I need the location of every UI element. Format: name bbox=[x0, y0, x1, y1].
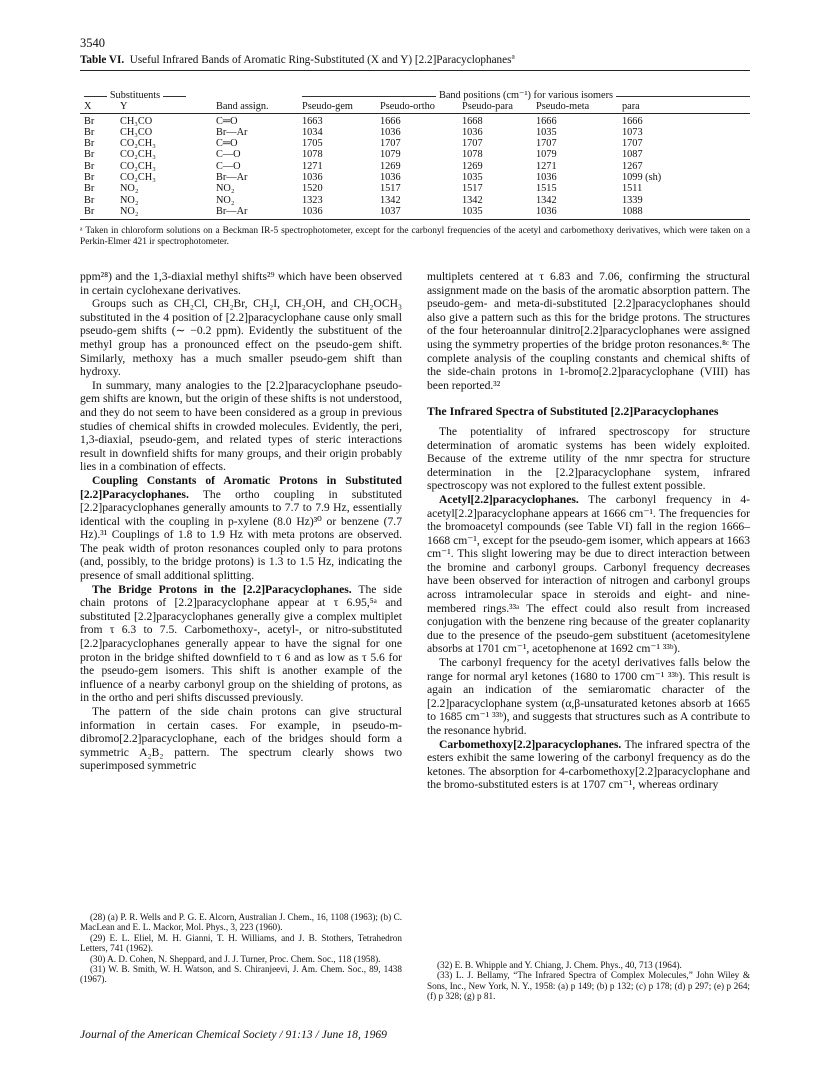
paragraph: The potentiality of infrared spectroscopy for structure determination of aromatic systems has been widely exploited. Because of the extreme utility of the nmr spectra for structure determination in the [2.2]paracyclophane system, infrared spectroscopy was not explored to the fullest extent possible. bbox=[427, 424, 750, 493]
col-header-pseudo-ortho: Pseudo-ortho bbox=[380, 101, 462, 113]
reference-item: (29) E. L. Eliel, M. H. Gianni, T. H. Williams, and J. B. Stothers, Tetrahedron Letters, 741 (1962). bbox=[80, 932, 402, 954]
table-footnote: ᵃ Taken in chloroform solutions on a Beckman IR-5 spectrophotometer, except for the carbonyl frequencies of the acetyl and carbomethoxy derivatives, which were taken on a Perkin-Elmer 421 ir spectrophotometer. bbox=[80, 226, 750, 247]
paragraph: In summary, many analogies to the [2.2]paracyclophane pseudo-gem shifts are known, but the origin of these shifts is not understood, and they do not seem to have been considered as a group in previous studies of chemical shifts in crowded molecules. Evidently, the peri, 1,3-diaxial, pseudo-gem, and related types of steric interactions result in downfield shifts for many groups, and their origin probably lies in a combination of effects. bbox=[80, 378, 402, 474]
section-heading: The Infrared Spectra of Substituted [2.2]Paracyclophanes bbox=[427, 404, 719, 419]
ir-bands-table bbox=[80, 90, 750, 220]
table-row: Br NO₂ Br—Ar 1036 1037 1035 1036 1088 bbox=[80, 206, 750, 220]
table-row: Br CO₂CH₃ C—O 1271 1269 1269 1271 1267 bbox=[84, 160, 643, 172]
paragraph: ppm²⁸) and the 1,3-diaxial methyl shifts²⁹ which have been observed in certain cyclohexane derivatives. bbox=[80, 270, 402, 297]
paragraph: The pattern of the side chain protons can give structural information in certain cases. For example, in pseudo-m-dibromo[2.2]paracyclophane, each of the bridges should form a symmetric A₂B₂ pattern. The spectrum clearly shows two superimposed symmetric bbox=[80, 705, 402, 773]
paragraph: The carbonyl frequency for the acetyl derivatives falls below the range for normal aryl ketones (1680 to 1700 cm⁻¹ ³³ᵇ). This result is again an indication of the semiaromatic character of the [2.2]paracyclophane system (α,β-unsaturated ketones absorb at 1665 to 1685 cm⁻¹ ³³ᵇ), and suggests that structures such as A contribute to the resonance hybrid. bbox=[427, 656, 750, 737]
table-top-rule bbox=[80, 70, 750, 71]
reference-item: (30) A. D. Cohen, N. Sheppard, and J. J. Turner, Proc. Chem. Soc., 118 (1958). bbox=[90, 953, 381, 964]
paragraph: Carbomethoxy[2.2]paracyclophanes. The infrared spectra of the esters exhibit the same lowering of the carbonyl frequency as do the ketones. The absorption for 4-carbomethoxy[2.2]paracyclophane and the bromo-substituted esters is at 1707 cm⁻¹, whereas ordinary bbox=[427, 737, 750, 792]
table-row: Br CH₃CO Br—Ar 1034 1036 1036 1035 1073 bbox=[84, 126, 643, 138]
paragraph: Coupling Constants of Aromatic Protons in Substituted [2.2]Paracyclophanes. The ortho coupling in substituted [2.2]paracyclophanes generally amounts to 7.7 to 7.9 Hz, essentially identical with the coupling in p-xylene (8.0 Hz)³⁰ or benzene (7.7 Hz).³¹ Couplings of 1.8 to 1.9 Hz with meta protons are observed. The peak width of proton resonances coupled only to para protons (and, possibly, to the bridge protons) is 1.3 to 1.5 Hz, indicating the presence of small additional splitting. bbox=[80, 473, 402, 583]
run-in-heading: The Bridge Protons in the [2.2]Paracyclophanes. bbox=[92, 582, 352, 596]
references-right bbox=[427, 960, 750, 1002]
paragraph: multiplets centered at τ 6.83 and 7.06, confirming the structural assignment made on the basis of the aromatic absorption pattern. The pseudo-gem- and meta-di-substituted [2.2]paracyclophanes should also give a pattern such as this for the bridge protons. The structures of the four heteroannular dinitro[2.2]paracyclophanes were assigned using the symmetry properties of the bridge proton resonances.⁸ᶜ The complete analysis of the coupling constants and chemical shifts of the side-chain protons in 1-bromo[2.2]paracyclophane (VIII) has been reported.³² bbox=[427, 270, 750, 392]
reference-item: (32) E. B. Whipple and Y. Chiang, J. Chem. Phys., 40, 713 (1964). bbox=[437, 960, 682, 970]
col-header-pseudo-para: Pseudo-para bbox=[462, 101, 536, 113]
col-header-x: X bbox=[80, 101, 120, 113]
run-in-heading: Carbomethoxy[2.2]paracyclophanes. bbox=[439, 737, 622, 751]
paragraph: The Bridge Protons in the [2.2]Paracyclophanes. The side chain protons of [2.2]paracyclophane appear at τ 6.95,⁵ᵃ and substituted [2.2]paracyclophanes generally give a complex multiplet from τ 6.3 to 7.5. Carbomethoxy-, acetyl-, or nitro-substituted [2.2]paracyclophanes generally appear to have the signal for one proton in the bridge shifted downfield to τ 6 and as low as τ 5.6 for the pseudo-gem isomers. This shift is another example of the influence of a nearby carbonyl group on the shielding of protons, as in the ortho and peri shifts discussed previously. bbox=[80, 582, 402, 705]
table-row: Br CH₃CO C═O 1663 1666 1668 1666 1666 bbox=[84, 115, 643, 127]
col-header-y: Y bbox=[120, 101, 216, 113]
reference-item: (31) W. B. Smith, W. H. Watson, and S. Chiranjeevi, J. Am. Chem. Soc., 89, 1438 (1967). bbox=[80, 964, 402, 985]
reference-item: (28) (a) P. R. Wells and P. G. E. Alcorn, Australian J. Chem., 16, 1108 (1963); (b) C. MacLean and E. L. Mackor, Mol. Phys., 3, 223 (1960). bbox=[80, 912, 402, 933]
right-text-column bbox=[427, 270, 750, 792]
table-group-header bbox=[80, 90, 750, 101]
table-row: Br CO₂CH₃ Br—Ar 1036 1036 1035 1036 1099 (sh) bbox=[84, 172, 662, 184]
table-row: Br NO₂ NO₂ 1323 1342 1342 1342 1339 bbox=[84, 194, 643, 206]
col-header-para: para bbox=[622, 101, 750, 113]
table-title: Useful Infrared Bands of Aromatic Ring-Substituted (X and Y) [2.2]Paracyclophanes bbox=[129, 54, 512, 66]
left-text-column bbox=[80, 270, 402, 773]
group-substituents: Substituents bbox=[80, 90, 216, 101]
page-number: 3540 bbox=[80, 36, 105, 50]
run-in-heading: Acetyl[2.2]paracyclophanes. bbox=[439, 492, 579, 506]
journal-footer: Journal of the American Chemical Society / 91:13 / June 18, 1969 bbox=[80, 1028, 387, 1041]
paragraph: Acetyl[2.2]paracyclophanes. The carbonyl frequency in 4-acetyl[2.2]paracyclophane appears at 1666 cm⁻¹. The frequencies for the bromoacetyl compounds (see Table VI) fall in the region 1666–1668 cm⁻¹, except for the pseudo-gem isomer, which appears at 1663 cm⁻¹. This slight lowering may be due to direct interaction between the bromine and carbonyl groups. Carbonyl frequency decreases have been observed for interaction of nitrogen and carbonyl groups across intramolecular space in steroids and eight- and nine-membered rings.³³ᵃ The effect could also result from increased conjugation with the benzene ring because of the greater coplanarity due to the presence of the pseudo-gem substituent (acetomesitylene absorbs at 1701 cm⁻¹, acetophenone at 1692 cm⁻¹ ³³ᵇ). bbox=[427, 492, 750, 656]
table-label: Table VI. bbox=[80, 54, 125, 66]
table-row: Br CO₂CH₃ C—O 1078 1079 1078 1079 1087 bbox=[84, 149, 643, 161]
table-caption bbox=[80, 51, 750, 66]
references-left bbox=[80, 912, 402, 985]
table-title-mark: a bbox=[511, 51, 515, 61]
col-header-pseudo-meta: Pseudo-meta bbox=[536, 101, 622, 113]
table-row: Br CO₂CH₃ C═O 1705 1707 1707 1707 1707 bbox=[84, 138, 643, 150]
reference-item: (33) L. J. Bellamy, “The Infrared Spectra of Complex Molecules,” John Wiley & Sons, Inc., New York, N. Y., 1958: (a) p 149; (b) p 132; (c) p 178; (d) p 297; (e) p 264; (f) p 328; (g) p 81. bbox=[427, 970, 750, 1002]
col-header-band-assign: Band assign. bbox=[216, 101, 302, 113]
run-in-heading: Coupling Constants of Aromatic Protons in Substituted [2.2]Paracyclophanes. bbox=[80, 473, 402, 501]
col-header-pseudo-gem: Pseudo-gem bbox=[302, 101, 380, 113]
table-header-row bbox=[80, 101, 750, 113]
table-row: Br NO₂ NO₂ 1520 1517 1517 1515 1511 bbox=[84, 183, 643, 195]
group-band-positions: Band positions (cm⁻¹) for various isomers bbox=[302, 90, 750, 101]
paragraph: Groups such as CH₂Cl, CH₂Br, CH₂I, CH₂OH, and CH₂OCH₃ substituted in the 4 position of [2.2]paracyclophane cause only small pseudo-gem shifts (∼ −0.2 ppm). Evidently the substituent of the methyl group has a pronounced effect on the pseudo-gem shift. Similarly, methoxy has a much smaller pseudo-gem shift than hydroxy. bbox=[80, 297, 402, 379]
